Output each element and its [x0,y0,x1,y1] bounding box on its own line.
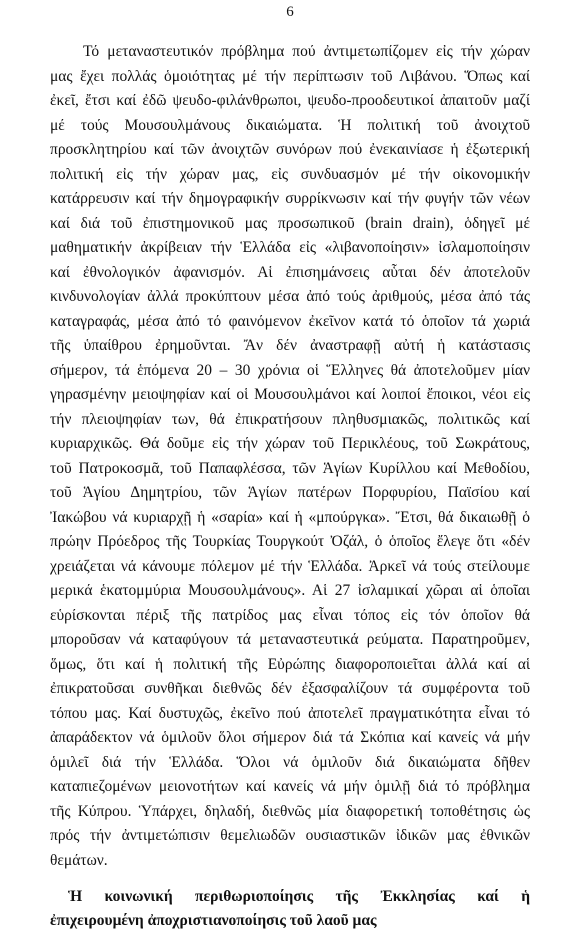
text-line: ὁμιλεῖ διά τήν Ἑλλάδα. Ὅλοι νά ὁμιλοῦν διά δικαιώματα δῆθεν [50,753,530,771]
body-paragraph [50,40,530,873]
text-line: τοῦ Πατροκοσμᾶ, τοῦ Παπαφλέσσα, τῶν Ἁγίων Κυρίλλου καί Μεθοδίου, [50,459,530,477]
text-line: ὅμως, ὅτι καί ἡ πολιτική τῆς Εὐρώπης διαφοροποιεῖται ἀλλά καί αἱ [50,655,530,673]
page-number: 6 [286,4,294,20]
text-line: τήν πλειοψηφίαν των, θά ἐπικρατήσουν πληθυσμιακῶς, πολιτικῶς καί [50,410,530,428]
text-line: πρώην Πρόεδρος τῆς Τουρκίας Τουργκούτ Ὀζάλ, ὁ ὁποῖος ἔλεγε ὅτι «δέν [50,533,530,550]
text-line: χρειάζεται νά κάνουμε πόλεμον μέ τήν Ἑλλάδα. Ἀρκεῖ νά τούς στείλουμε [50,557,530,575]
text-line: πρός τήν ἀντιμετώπισιν θεμελιωδῶν ουσιαστικῶν ἰδικῶν μας ἐθνικῶν [50,827,530,844]
heading-line: ἐπιχειρουμένη ἀποχριστιανοποίησις τοῦ λαοῦ μας [50,912,377,929]
text-line: κατάρρευσιν καί τήν δημογραφικήν συρρίκνωσιν καί τήν φυγήν τῶν νέων [50,190,530,207]
section-heading [50,885,530,933]
text-line: καταγραφάς, μέσα ἀπό τό φαινόμενον ἐκεῖνον κατά τό ὁποῖον τά χωριά [50,312,530,330]
text-line: γηρασμένην μειοψηφίαν καί οἱ Μουσουλμάνοι καί λοιποί ἔποικοι, νέοι εἰς [50,386,530,403]
text-line: τόπου μας. Καί δυστυχῶς, ἐκεῖνο πού ἀποτελεῖ πραγματικότητα εἶναι τό [50,704,530,722]
text-line: ἐπικρατοῦσαι συνθῆκαι διεθνῶς δέν ἐξασφαλίζουν τά συμφέροντα τοῦ [50,680,530,697]
text-line: καταπιεζομένων μειονοτήτων καί κανείς νά μήν ὁμιλῇ διά τό πρόβλημα [50,778,530,795]
text-line: καί διά τοῦ ἐπιστημονικοῦ μας προσωπικοῦ (brain drain), ὁδηγεῖ μέ [50,214,530,232]
text-line: μποροῦσαν νά καταφύγουν τά μεταναστευτικά ρεύματα. Παρατηροῦμεν, [50,631,530,648]
text-line: θεμάτων. [50,851,108,869]
text-line: τοῦ Ἁγίου Δημητρίου, τῶν Ἁγίων πατέρων Πορφυρίου, Παϊσίου καί [50,484,530,501]
text-line: τῆς Κύπρου. Ὑπάρχει, δηλαδή, διεθνῶς μία διαφορετική τοποθέτησις ὡς [50,802,530,820]
text-line: προσκλητηρίου καί τῶν ἀνοιχτῶν συνόρων πού ἐνεκαινίασε ἡ ἐξωτερική [50,141,530,158]
text-line: εὑρίσκονται πέριξ τῆς πατρίδος μας εἶναι τόπος εἰς τόν ὁποῖον θά [50,606,530,624]
text-line: κινδυνολογίαν ἀλλά προκύπτουν μέσα ἀπό τούς ἀριθμούς, μέσα ἀπό τάς [50,288,530,305]
text-line: μας ἔχει πολλάς ὁμοιότητας μέ τήν περίπτωσιν τοῦ Λιβάνου. Ὅπως καί [50,67,530,85]
text-line: τῆς ὑπαίθρου ἐρημοῦνται. Ἄν δέν ἀναστραφῇ αὐτή ἡ κατάστασις [50,337,530,354]
text-line: ἀπαράδεκτον νά ὁμιλοῦν ὅλοι σήμερον διά τά Σκόπια καί κανείς νά μήν [50,729,530,746]
text-line: μαθηματικήν ἀκρίβειαν τήν Ἑλλάδα εἰς «λιβανοποίησιν» ἰσλαμοποίησιν [50,239,530,256]
text-line: ἐκεῖ, ἔτσι καί ἐδῶ ψευδο-φιλάνθρωποι, ψευδο-προοδευτικοί ἀπαιτοῦν μαζί [50,92,530,109]
text-line: μερικά ἑκατομμύρια Μουσουλμάνους». Αἱ 27 ἰσλαμικαί χῶραι αἱ ὁποῖαι [50,582,530,599]
heading-line: Ἡ κοινωνική περιθωριοποίησις τῆς Ἐκκλησίας καί ἡ [68,888,530,905]
text-line: Ἰακώβου νά κυριαρχῇ ἡ «σαρία» καί ἡ «μπούργκα». Ἔτσι, θά δικαιωθῇ ὁ [50,508,530,526]
text-line: κυριαρχικῶς. Θά δοῦμε εἰς τήν χώραν τοῦ Περικλέους, τοῦ Σωκράτους, [50,435,530,452]
text-line: Τό μεταναστευτικόν πρόβλημα πού ἀντιμετωπίζομεν εἰς τήν χώραν [83,43,530,60]
text-line: πολιτική εἰς τήν χώραν μας, εἰς συνδυασμόν μέ τήν οἰκονομικήν [50,165,530,183]
text-line: σήμερον, τά ἑπόμενα 20 – 30 χρόνια οἱ Ἕλληνες θά ἀποτελοῦμεν μίαν [50,361,530,379]
text-line: μέ τούς Μουσουλμάνους δικαιώματα. Ἡ πολιτική τοῦ ἀνοιχτοῦ [50,116,530,134]
text-line: καί ἐθνολογικόν ἀφανισμόν. Αἱ ἐπισημάνσεις αὗται δέν ἀποτελοῦν [50,263,530,281]
